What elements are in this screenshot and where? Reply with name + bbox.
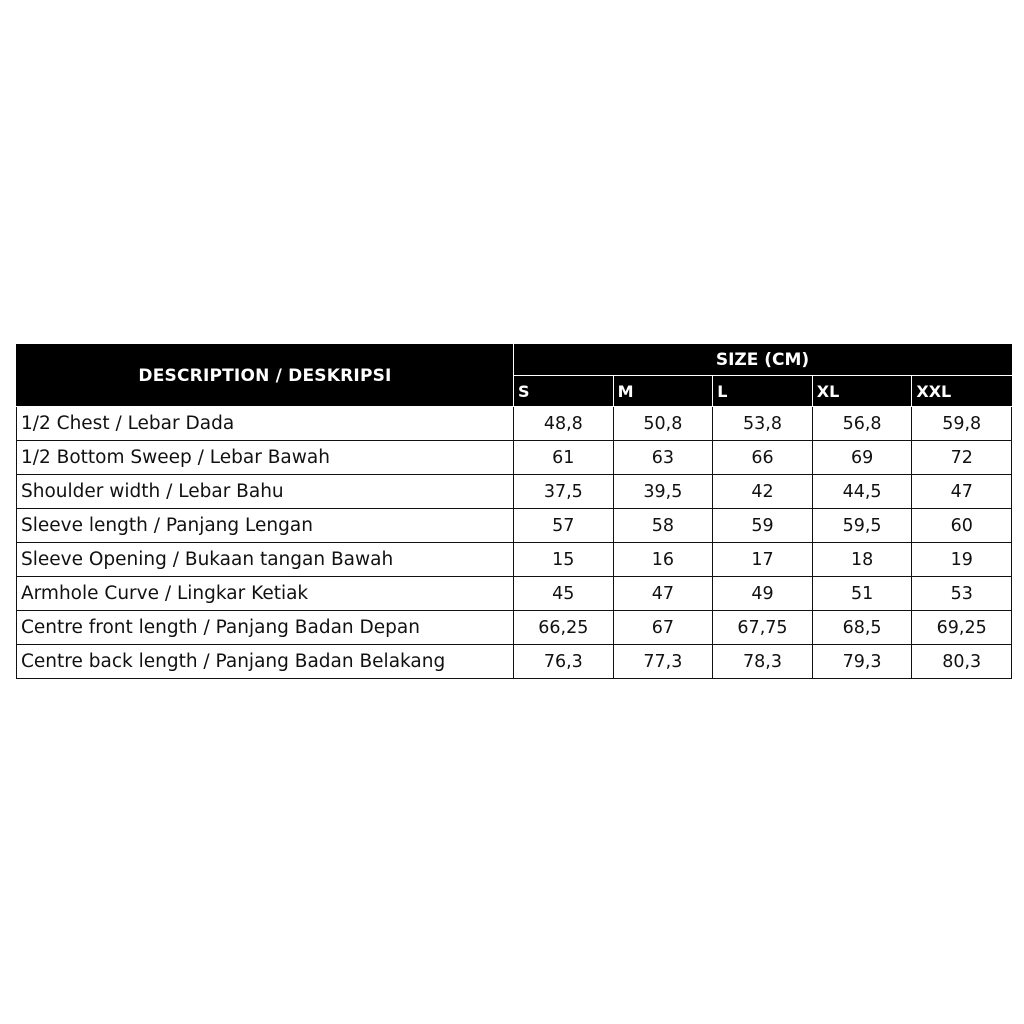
cell-value: 18 [812,543,912,577]
cell-value: 42 [713,475,813,509]
size-group-header: SIZE (CM) [514,345,1012,376]
row-description: 1/2 Chest / Lebar Dada [17,407,514,441]
cell-value: 72 [912,441,1012,475]
row-description: Centre front length / Panjang Badan Depan [17,611,514,645]
row-description: Shoulder width / Lebar Bahu [17,475,514,509]
cell-value: 16 [613,543,713,577]
table-row [17,475,1012,509]
cell-value: 77,3 [613,645,713,679]
cell-value: 78,3 [713,645,813,679]
cell-value: 68,5 [812,611,912,645]
table-header [17,345,1012,407]
cell-value: 60 [912,509,1012,543]
cell-value: 59 [713,509,813,543]
cell-value: 39,5 [613,475,713,509]
table-row [17,441,1012,475]
cell-value: 44,5 [812,475,912,509]
row-description: Armhole Curve / Lingkar Ketiak [17,577,514,611]
table-row [17,407,1012,441]
description-column-header: DESCRIPTION / DESKRIPSI [17,345,514,407]
cell-value: 80,3 [912,645,1012,679]
cell-value: 61 [514,441,614,475]
row-description: Centre back length / Panjang Badan Belakang [17,645,514,679]
cell-value: 48,8 [514,407,614,441]
cell-value: 79,3 [812,645,912,679]
cell-value: 59,5 [812,509,912,543]
cell-value: 66 [713,441,813,475]
cell-value: 47 [912,475,1012,509]
cell-value: 56,8 [812,407,912,441]
cell-value: 53 [912,577,1012,611]
row-description: 1/2 Bottom Sweep / Lebar Bawah [17,441,514,475]
cell-value: 37,5 [514,475,614,509]
cell-value: 49 [713,577,813,611]
cell-value: 50,8 [613,407,713,441]
size-header-m: M [613,376,713,407]
table-row [17,645,1012,679]
cell-value: 47 [613,577,713,611]
table-row [17,611,1012,645]
cell-value: 17 [713,543,813,577]
size-header-l: L [713,376,813,407]
size-header-s: S [514,376,614,407]
cell-value: 66,25 [514,611,614,645]
size-chart-table [16,344,1012,679]
table-row [17,543,1012,577]
size-header-xl: XL [812,376,912,407]
cell-value: 15 [514,543,614,577]
size-header-xxl: XXL [912,376,1012,407]
row-description: Sleeve Opening / Bukaan tangan Bawah [17,543,514,577]
table-row [17,577,1012,611]
table-row [17,509,1012,543]
cell-value: 59,8 [912,407,1012,441]
table-body [17,407,1012,679]
cell-value: 67 [613,611,713,645]
cell-value: 76,3 [514,645,614,679]
cell-value: 67,75 [713,611,813,645]
cell-value: 19 [912,543,1012,577]
cell-value: 45 [514,577,614,611]
cell-value: 57 [514,509,614,543]
cell-value: 58 [613,509,713,543]
cell-value: 69 [812,441,912,475]
row-description: Sleeve length / Panjang Lengan [17,509,514,543]
cell-value: 53,8 [713,407,813,441]
cell-value: 69,25 [912,611,1012,645]
cell-value: 63 [613,441,713,475]
cell-value: 51 [812,577,912,611]
